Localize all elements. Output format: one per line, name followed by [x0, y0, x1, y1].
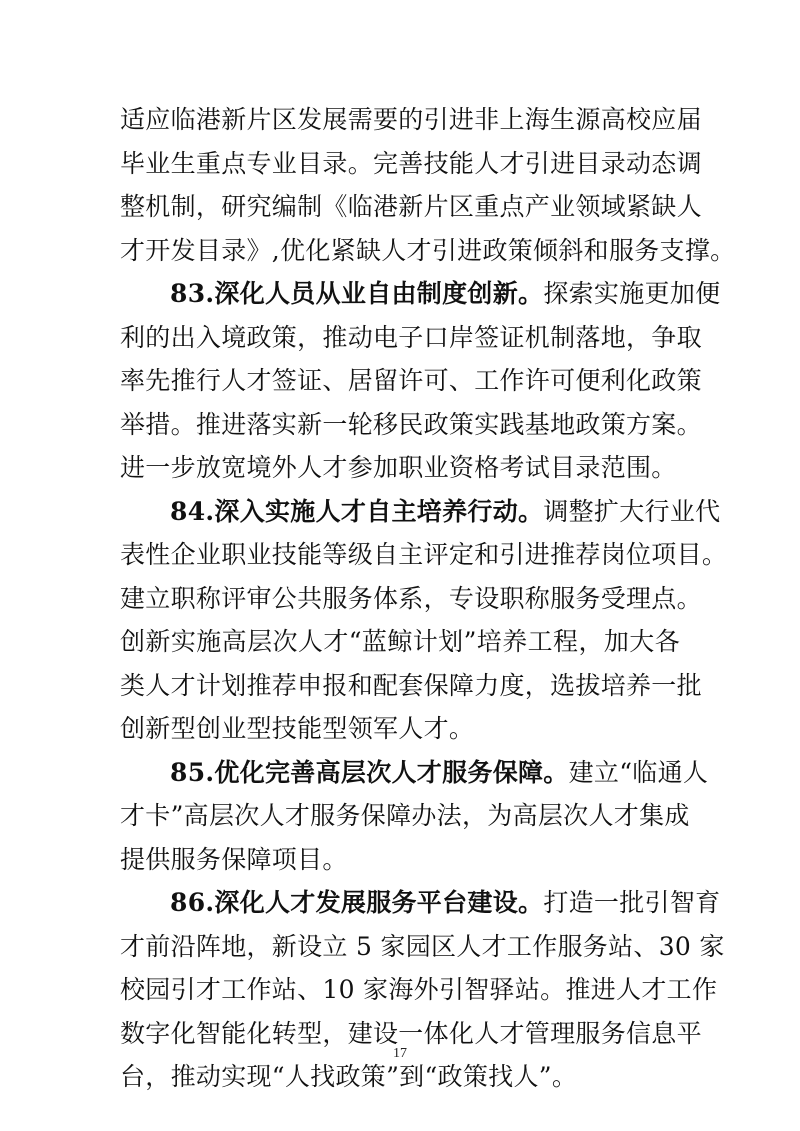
document-body — [120, 98, 736, 1099]
item-number: 86. — [170, 888, 215, 917]
item-first-line — [120, 881, 721, 925]
text-line: 才开发目录》,优化紧缺人才引进政策倾斜和服务支撑。 — [120, 235, 736, 265]
text-line: 适应临港新片区发展需要的引进非上海生源高校应届 — [120, 105, 702, 134]
text-line: 数字化智能化转型，建设一体化人才管理服务信息平 — [120, 1018, 702, 1048]
text-line: 进一步放宽境外人才参加职业资格考试目录范围。 — [120, 453, 677, 482]
item-heading: 深化人员从业自由制度创新。 — [214, 279, 544, 308]
item-85-paragraph — [120, 751, 709, 882]
item-text: 探索实施更加便 — [543, 279, 721, 308]
item-86-paragraph — [120, 881, 725, 1099]
text-line: 类人才计划推荐申报和配套保障力度，选拔培养一批 — [120, 670, 702, 700]
text-line: 整机制，研究编制《临港新片区重点产业领域紧缺人 — [120, 192, 702, 221]
item-first-line — [120, 751, 709, 795]
item-text: 打造一批引智育 — [543, 888, 721, 917]
intro-paragraph — [120, 98, 736, 272]
item-text: 调整扩大行业代 — [543, 496, 721, 526]
item-83-paragraph — [120, 272, 721, 490]
text-line: 举措。推进落实新一轮移民政策实践基地政策方案。 — [120, 409, 702, 439]
text-line: 台，推动实现“人找政策”到“政策找人”。 — [120, 1062, 578, 1091]
item-number: 85. — [170, 757, 215, 787]
item-heading: 深入实施人才自主培养行动。 — [214, 496, 544, 526]
item-number: 83. — [170, 279, 215, 308]
item-text: 建立“临通人 — [568, 757, 709, 787]
text-line: 毕业生重点专业目录。完善技能人才引进目录动态调 — [120, 148, 702, 178]
item-number: 84. — [170, 496, 215, 526]
page-number: 17 — [393, 1046, 407, 1061]
text-line: 率先推行人才签证、居留许可、工作许可便利化政策 — [120, 366, 702, 395]
text-line: 才前沿阵地，新设立 5 家园区人才工作服务站、30 家 — [120, 931, 725, 961]
text-line: 利的出入境政策，推动电子口岸签证机制落地，争取 — [120, 322, 702, 352]
item-heading: 深化人才发展服务平台建设。 — [214, 888, 544, 917]
item-84-paragraph — [120, 490, 728, 751]
text-line: 提供服务保障项目。 — [120, 844, 348, 874]
text-line: 表性企业职业技能等级自主评定和引进推荐岗位项目。 — [120, 540, 728, 569]
text-line: 创新实施高层次人才“蓝鲸计划”培养工程，加大各 — [120, 627, 680, 656]
text-line: 才卡”高层次人才服务保障办法，为高层次人才集成 — [120, 801, 690, 830]
text-line: 建立职称评审公共服务体系，专设职称服务受理点。 — [120, 583, 702, 613]
text-line: 校园引才工作站、10 家海外引智驿站。推进人才工作 — [120, 975, 718, 1004]
item-heading: 优化完善高层次人才服务保障。 — [214, 757, 569, 787]
item-first-line — [120, 490, 721, 534]
text-line: 创新型创业型技能型领军人才。 — [120, 714, 475, 743]
item-first-line — [120, 272, 721, 316]
